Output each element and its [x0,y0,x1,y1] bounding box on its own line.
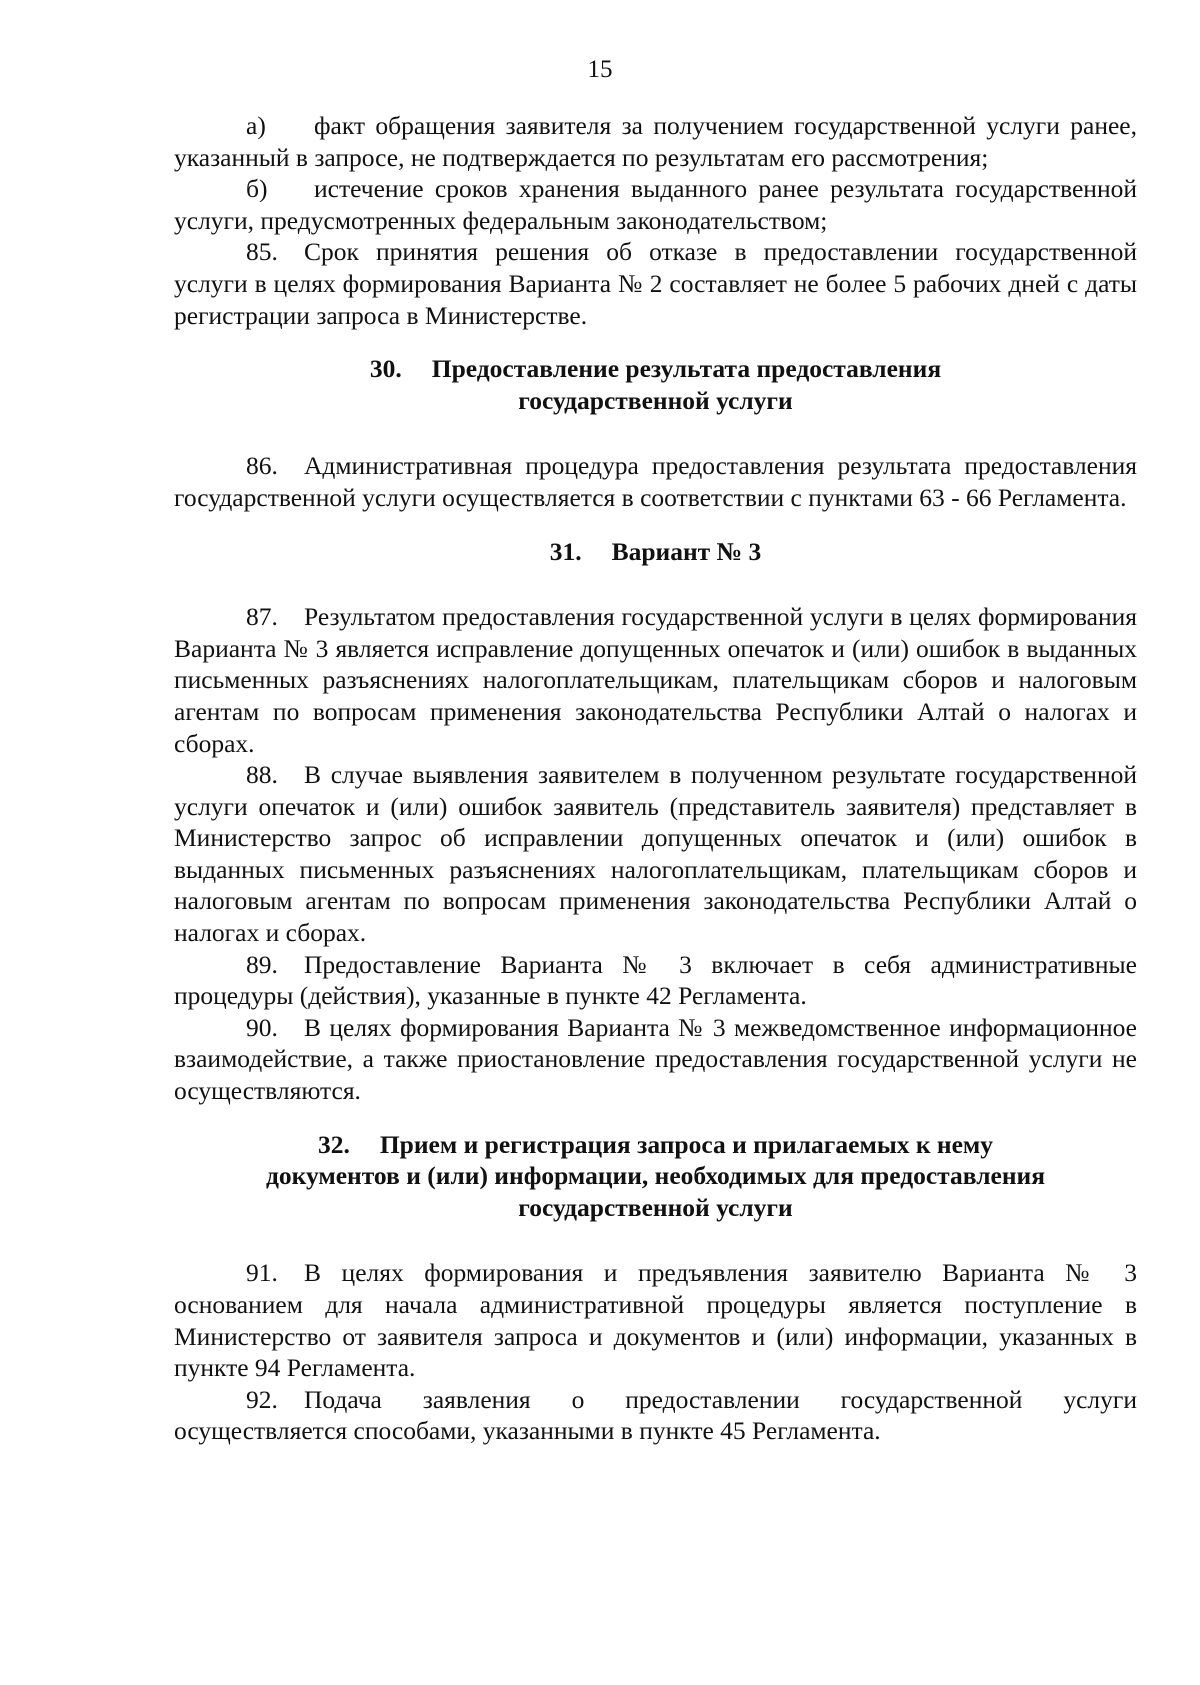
paragraph-88 [174,759,1137,949]
section-heading-31 [174,536,1137,568]
paragraph-91 [174,1257,1137,1383]
paragraph-label: 89. [246,949,278,979]
section-title-line: государственной услуги [518,385,793,415]
paragraph-text: Подача заявления о предоставлении государственной услуги осуществляется способами, указанными в пункте 45 Регламента. [174,1384,1137,1446]
paragraph-label: 88. [246,760,278,790]
paragraph-text: В случае выявления заявителем в полученном результате государственной услуги опечаток и (или) ошибок заявитель (представитель заявителя) представляет в Министерство запрос об исправлении допущенных опечаток и (или) ошибок в выданных письменных разъяснениях налогоплательщикам, плательщикам сборов и налоговым агентам по вопросам применения законодательства Республики Алтай о налогах и сборах. [174,760,1137,948]
paragraph-text: Административная процедура предоставления результата предоставления государственной услуги осуществляется в соответствии с пунктами 63 - 66 Регламента. [174,451,1137,512]
paragraph-92 [174,1384,1137,1447]
section-title-line: Вариант № 3 [611,536,762,566]
paragraph-text: Результатом предоставления государственной услуги в целях формирования Варианта № 3 является исправление допущенных опечаток и (или) ошибок в выданных письменных разъяснениях налогоплательщикам, плательщикам сборов и налоговым агентам по вопросам применения законодательства Республики Алтай о налогах и сборах. [174,602,1137,758]
section-heading-32 [174,1129,1137,1224]
paragraph-label: 92. [246,1384,278,1414]
paragraph-90 [174,1012,1137,1107]
paragraph-label: 85. [246,237,278,267]
paragraph-text: В целях формирования Варианта № 3 межведомственное информационное взаимодействие, а также приостановление предоставления государственной услуги не осуществляются. [174,1012,1137,1106]
section-title-line: Прием и регистрация запроса и прилагаемых к нему [379,1129,994,1159]
section-number: 30. [369,354,402,384]
page-number: 15 [587,56,613,83]
paragraph-label: б) [246,174,268,204]
paragraph-text: факт обращения заявителя за получением государственной услуги ранее, указанный в запросе, не подтверждается по результатам его рассмотрения; [174,111,1137,172]
paragraph-87 [174,601,1137,759]
paragraph-text: Срок принятия решения об отказе в предоставлении государственной услуги в целях формирования Варианта № 2 составляет не более 5 рабочих дней с даты регистрации запроса в Министерстве. [174,237,1137,330]
section-title-line: документов и (или) информации, необходимых для предоставления [265,1161,1046,1191]
section-number: 32. [317,1129,350,1159]
paragraph-label: 90. [246,1012,278,1042]
paragraph-label: 91. [246,1258,278,1288]
section-number: 31. [549,536,582,566]
paragraph-a [174,110,1137,173]
paragraph-89 [174,949,1137,1012]
section-title-line: государственной услуги [518,1192,793,1222]
paragraph-85 [174,236,1137,331]
paragraph-label: 86. [246,451,278,481]
paragraph-text: Предоставление Варианта № 3 включает в себя административные процедуры (действия), указанные в пункте 42 Регламента. [174,949,1137,1011]
document-body [174,110,1137,1447]
paragraph-86 [174,450,1137,513]
paragraph-b [174,173,1137,236]
paragraph-text: истечение сроков хранения выданного ранее результата государственной услуги, предусмотренных федеральным законодательством; [174,174,1137,235]
section-heading-30 [174,353,1137,416]
paragraph-text: В целях формирования и предъявления заявителю Варианта № 3 основанием для начала административной процедуры является поступление в Министерство от заявителя запроса и документов и (или) информации, указанных в пункте 94 Регламента. [174,1258,1137,1383]
paragraph-label: а) [246,111,266,140]
paragraph-label: 87. [246,602,278,632]
section-title-line: Предоставление результата предоставления [431,354,942,384]
